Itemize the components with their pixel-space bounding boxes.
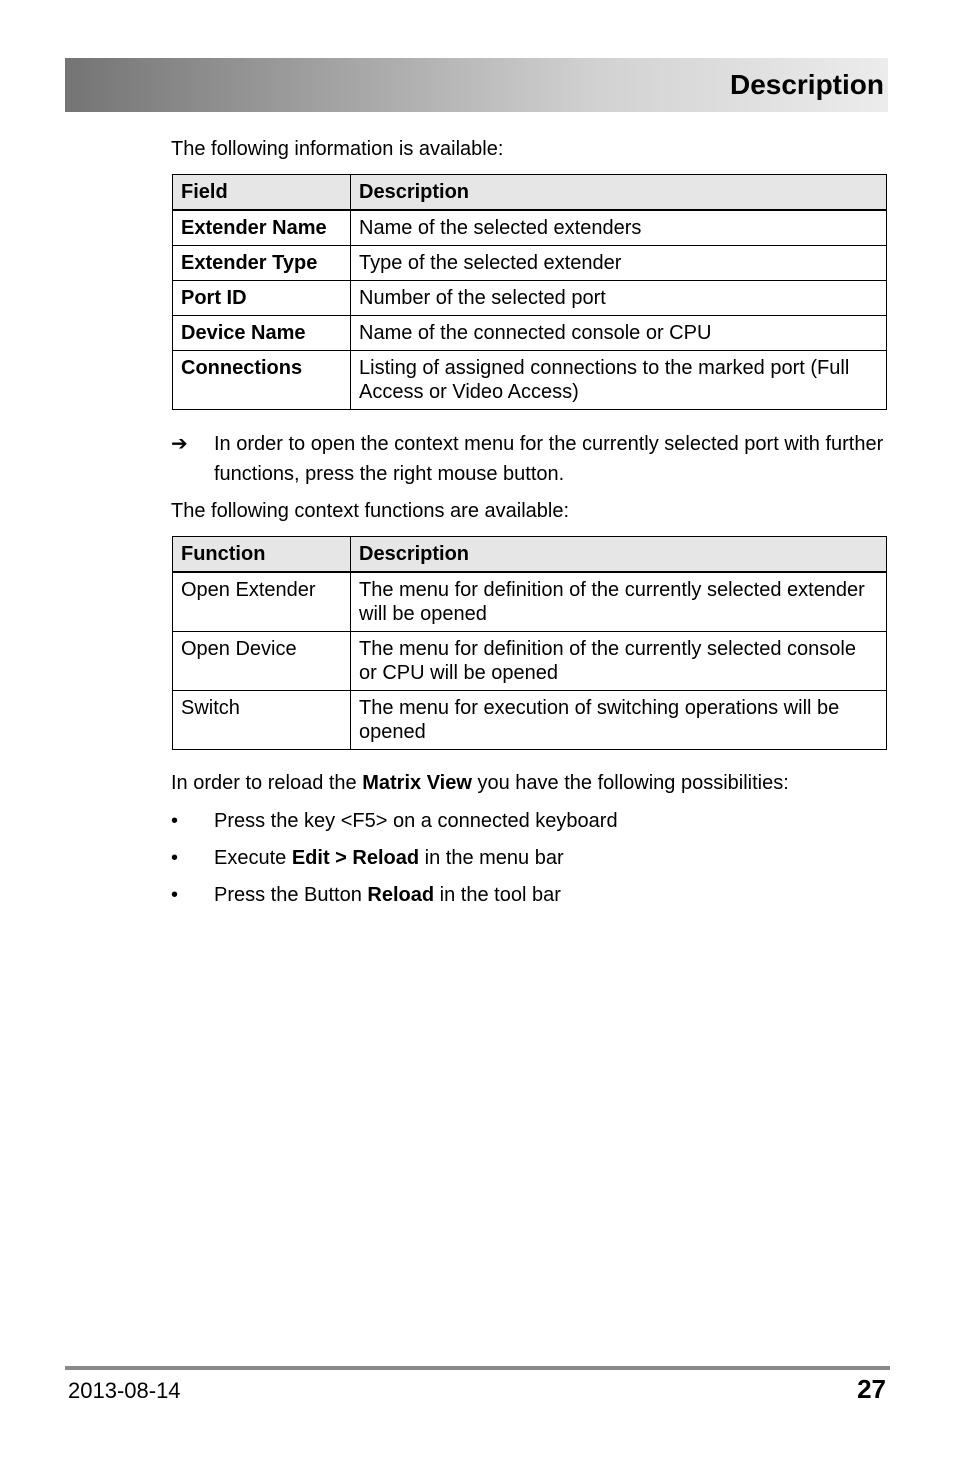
footer-date: 2013-08-14	[68, 1378, 181, 1403]
function-description-cell: The menu for definition of the currently selected extender will be opened	[351, 572, 887, 632]
field-description-cell: Type of the selected extender	[351, 246, 887, 281]
table-header-row	[173, 175, 887, 211]
list-item-text-suffix: in the tool bar	[434, 884, 561, 906]
field-name-cell: Device Name	[173, 316, 351, 351]
function-name-cell: Open Device	[173, 632, 351, 691]
table-row	[173, 281, 887, 316]
footer-divider	[65, 1366, 890, 1370]
button-name-label: Reload	[367, 884, 435, 906]
table-header-row	[173, 537, 887, 573]
list-item-text-suffix: in the menu bar	[419, 847, 564, 869]
intro-text-functions: The following context functions are available:	[171, 500, 570, 522]
header-bar	[65, 58, 888, 112]
function-description-cell: The menu for definition of the currently selected console or CPU will be opened	[351, 632, 887, 691]
field-name-cell: Extender Type	[173, 246, 351, 281]
bullet-icon: •	[171, 884, 179, 906]
list-item	[171, 846, 564, 870]
field-description-cell: Number of the selected port	[351, 281, 887, 316]
instruction-step	[171, 429, 887, 489]
column-header-field: Field	[173, 175, 351, 211]
list-item-text: Execute	[214, 847, 292, 869]
list-item-text: Press the key <F5> on a connected keyboard	[214, 810, 618, 832]
bullet-icon: •	[171, 810, 179, 832]
reload-intro-text	[171, 771, 789, 795]
arrow-icon: ➔	[171, 433, 188, 455]
page-number: 27	[857, 1374, 886, 1404]
functions-table	[172, 536, 887, 750]
function-name-cell: Open Extender	[173, 572, 351, 632]
function-name-cell: Switch	[173, 691, 351, 750]
list-item-text: Press the Button	[214, 884, 368, 906]
reload-intro-suffix: you have the following possibilities:	[471, 772, 789, 794]
reload-intro-prefix: In order to reload the	[171, 772, 363, 794]
menu-path-label: Edit > Reload	[291, 847, 420, 869]
list-item	[171, 809, 618, 833]
table-row	[173, 316, 887, 351]
instruction-text: In order to open the context menu for the currently selected port with further functions, press the right mouse button.	[214, 433, 884, 485]
field-description-cell: Name of the connected console or CPU	[351, 316, 887, 351]
matrix-view-label: Matrix View	[362, 772, 472, 794]
page-title: Description	[729, 69, 884, 100]
field-name-cell: Extender Name	[173, 210, 351, 246]
table-row	[173, 351, 887, 410]
table-row	[173, 632, 887, 691]
field-name-cell: Connections	[173, 351, 351, 410]
column-header-function: Function	[173, 537, 351, 573]
table-row	[173, 691, 887, 750]
column-header-description: Description	[351, 537, 887, 573]
function-description-cell: The menu for execution of switching operations will be opened	[351, 691, 887, 750]
column-header-description: Description	[351, 175, 887, 211]
list-item	[171, 883, 561, 907]
table-row	[173, 210, 887, 246]
fields-table	[172, 174, 887, 410]
intro-text-fields: The following information is available:	[171, 138, 504, 160]
field-description-cell: Listing of assigned connections to the marked port (Full Access or Video Access)	[351, 351, 887, 410]
bullet-icon: •	[171, 847, 179, 869]
field-name-cell: Port ID	[173, 281, 351, 316]
table-row	[173, 246, 887, 281]
table-row	[173, 572, 887, 632]
field-description-cell: Name of the selected extenders	[351, 210, 887, 246]
